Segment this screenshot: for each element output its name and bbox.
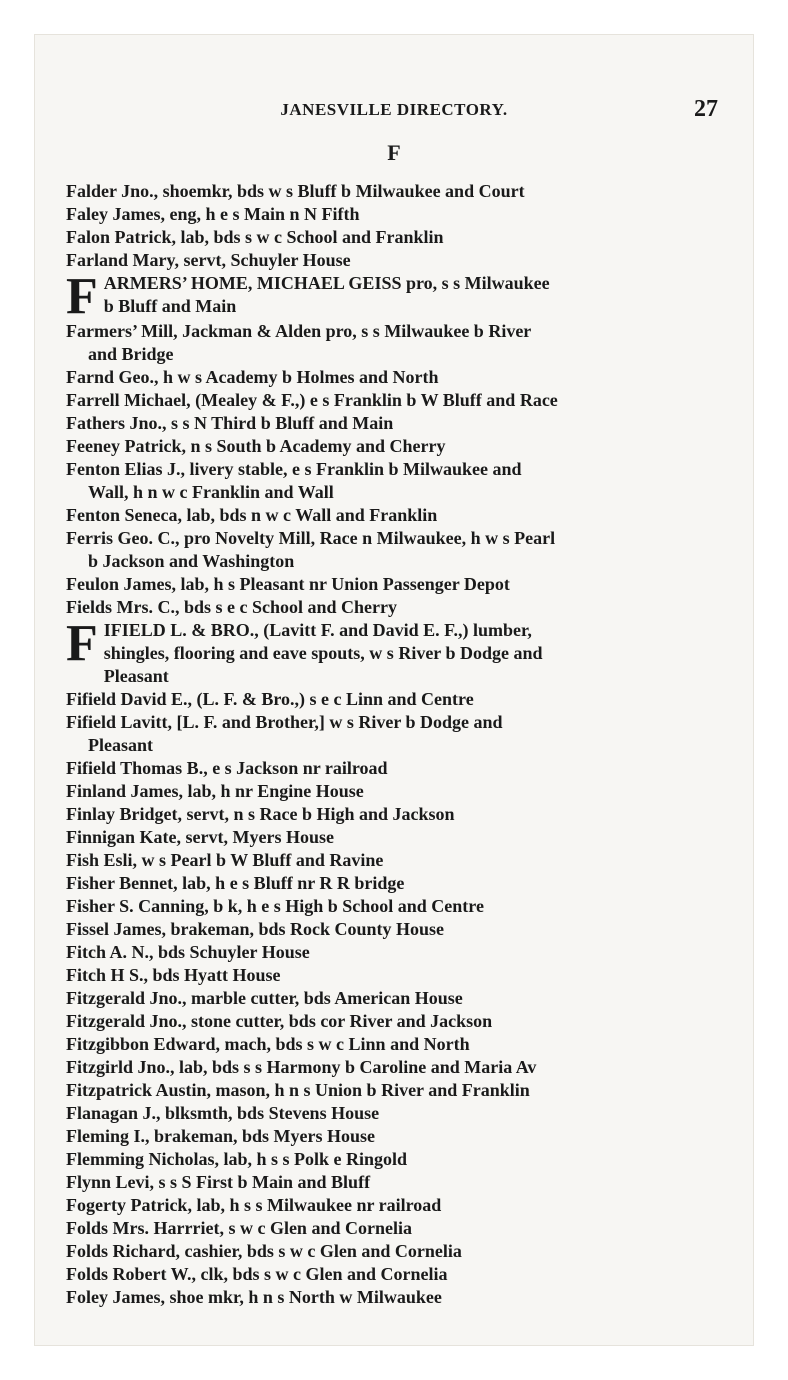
directory-entry bbox=[66, 412, 726, 435]
directory-entry bbox=[66, 615, 726, 688]
directory-entry bbox=[66, 573, 726, 596]
entry-line: Fisher Bennet, lab, h e s Bluff nr R R bridge bbox=[66, 873, 405, 893]
entry-line: Wall, h n w c Franklin and Wall bbox=[88, 482, 334, 502]
directory-entry bbox=[66, 249, 726, 272]
directory-entry bbox=[66, 226, 726, 249]
directory-entry bbox=[66, 872, 726, 895]
directory-entry bbox=[66, 849, 726, 872]
entry-line: Farland Mary, servt, Schuyler House bbox=[66, 250, 351, 270]
directory-entry bbox=[66, 1010, 726, 1033]
directory-entry bbox=[66, 1148, 726, 1171]
entry-line: Fifield David E., (L. F. & Bro.,) s e c Linn and Centre bbox=[66, 689, 474, 709]
entry-line: Falder Jno., shoemkr, bds w s Bluff b Milwaukee and Court bbox=[66, 181, 525, 201]
entry-line: Fitch H S., bds Hyatt House bbox=[66, 965, 281, 985]
entry-line: Fitzgirld Jno., lab, bds s s Harmony b Caroline and Maria Av bbox=[66, 1057, 537, 1077]
entry-line: Folds Robert W., clk, bds s w c Glen and Cornelia bbox=[66, 1264, 448, 1284]
entry-line: ARMERS’ HOME, MICHAEL GEISS pro, s s Milwaukee bbox=[103, 273, 550, 293]
directory-entry bbox=[66, 180, 726, 203]
directory-entry bbox=[66, 918, 726, 941]
entry-line: Fitch A. N., bds Schuyler House bbox=[66, 942, 310, 962]
entry-line: Fitzgerald Jno., marble cutter, bds American House bbox=[66, 988, 463, 1008]
entry-line: Folds Mrs. Harrriet, s w c Glen and Cornelia bbox=[66, 1218, 412, 1238]
entry-line: Farnd Geo., h w s Academy b Holmes and North bbox=[66, 367, 439, 387]
directory-entry bbox=[66, 435, 726, 458]
page-number: 27 bbox=[694, 96, 718, 122]
directory-entry bbox=[66, 458, 726, 504]
entry-line: Feeney Patrick, n s South b Academy and Cherry bbox=[66, 436, 446, 456]
entry-line: Ferris Geo. C., pro Novelty Mill, Race n Milwaukee, h w s Pearl bbox=[66, 528, 556, 548]
directory-entry bbox=[66, 1171, 726, 1194]
entry-line: Fathers Jno., s s N Third b Bluff and Main bbox=[66, 413, 394, 433]
entry-line: Fisher S. Canning, b k, h e s High b School and Centre bbox=[66, 896, 484, 916]
directory-entry bbox=[66, 504, 726, 527]
directory-entry bbox=[66, 366, 726, 389]
directory-entry bbox=[66, 320, 726, 366]
directory-entry bbox=[66, 826, 726, 849]
drop-cap: F bbox=[66, 615, 98, 672]
directory-page bbox=[34, 34, 754, 1346]
entry-line: shingles, flooring and eave spouts, w s River b Dodge and bbox=[103, 643, 543, 663]
entry-line: Finnigan Kate, servt, Myers House bbox=[66, 827, 334, 847]
running-title: JANESVILLE DIRECTORY. bbox=[280, 100, 508, 119]
directory-entry bbox=[66, 757, 726, 780]
directory-entry bbox=[66, 711, 726, 757]
entry-line: Fitzgerald Jno., stone cutter, bds cor River and Jackson bbox=[66, 1011, 493, 1031]
directory-entry bbox=[66, 964, 726, 987]
entry-line: Flanagan J., blksmth, bds Stevens House bbox=[66, 1103, 380, 1123]
entry-line: Farmers’ Mill, Jackman & Alden pro, s s Milwaukee b River bbox=[66, 321, 532, 341]
entry-line: Finlay Bridget, servt, n s Race b High and Jackson bbox=[66, 804, 455, 824]
directory-entry bbox=[66, 203, 726, 226]
page-header bbox=[34, 96, 754, 126]
directory-entry bbox=[66, 688, 726, 711]
entry-line: Fenton Seneca, lab, bds n w c Wall and Franklin bbox=[66, 505, 438, 525]
directory-entry bbox=[66, 1217, 726, 1240]
directory-entry bbox=[66, 1286, 726, 1309]
directory-entry bbox=[66, 1240, 726, 1263]
entry-line: Fifield Lavitt, [L. F. and Brother,] w s River b Dodge and bbox=[66, 712, 503, 732]
entry-line: IFIELD L. & BRO., (Lavitt F. and David E. F.,) lumber, bbox=[103, 620, 532, 640]
drop-cap: F bbox=[66, 268, 98, 325]
directory-entry bbox=[66, 803, 726, 826]
directory-entry bbox=[66, 389, 726, 412]
entry-line: Foley James, shoe mkr, h n s North w Milwaukee bbox=[66, 1287, 442, 1307]
entry-line: Farrell Michael, (Mealey & F.,) e s Franklin b W Bluff and Race bbox=[66, 390, 558, 410]
entry-line: Pleasant bbox=[88, 735, 153, 755]
entry-line: Fields Mrs. C., bds s e c School and Cherry bbox=[66, 597, 398, 617]
directory-entry bbox=[66, 527, 726, 573]
entry-line: b Bluff and Main bbox=[103, 296, 237, 316]
entry-line: Fifield Thomas B., e s Jackson nr railroad bbox=[66, 758, 388, 778]
entry-line: Flemming Nicholas, lab, h s s Polk e Ringold bbox=[66, 1149, 408, 1169]
entry-line: Fitzgibbon Edward, mach, bds s w c Linn and North bbox=[66, 1034, 470, 1054]
directory-entries bbox=[66, 180, 726, 1309]
entry-line: Fish Esli, w s Pearl b W Bluff and Ravine bbox=[66, 850, 384, 870]
entry-line: and Bridge bbox=[88, 344, 174, 364]
directory-entry bbox=[66, 268, 726, 325]
directory-entry bbox=[66, 1056, 726, 1079]
directory-entry bbox=[66, 1194, 726, 1217]
entry-line: Fissel James, brakeman, bds Rock County House bbox=[66, 919, 445, 939]
entry-line: Pleasant bbox=[103, 666, 169, 686]
entry-line: Fenton Elias J., livery stable, e s Franklin b Milwaukee and bbox=[66, 459, 522, 479]
directory-entry bbox=[66, 895, 726, 918]
directory-entry bbox=[66, 596, 726, 619]
entry-line: Fitzpatrick Austin, mason, h n s Union b River and Franklin bbox=[66, 1080, 530, 1100]
directory-entry bbox=[66, 1033, 726, 1056]
entry-line: Flynn Levi, s s S First b Main and Bluff bbox=[66, 1172, 371, 1192]
entry-line: Falon Patrick, lab, bds s w c School and Franklin bbox=[66, 227, 444, 247]
entry-line: Feulon James, lab, h s Pleasant nr Union Passenger Depot bbox=[66, 574, 510, 594]
entry-line: Faley James, eng, h e s Main n N Fifth bbox=[66, 204, 360, 224]
entry-line: Finland James, lab, h nr Engine House bbox=[66, 781, 364, 801]
entry-line: Fleming I., brakeman, bds Myers House bbox=[66, 1126, 376, 1146]
section-letter: F bbox=[387, 140, 401, 165]
directory-entry bbox=[66, 987, 726, 1010]
directory-entry bbox=[66, 941, 726, 964]
directory-entry bbox=[66, 1125, 726, 1148]
entry-line: Fogerty Patrick, lab, h s s Milwaukee nr railroad bbox=[66, 1195, 442, 1215]
directory-entry bbox=[66, 1079, 726, 1102]
entry-line: b Jackson and Washington bbox=[88, 551, 295, 571]
directory-entry bbox=[66, 1263, 726, 1286]
directory-entry bbox=[66, 780, 726, 803]
directory-entry bbox=[66, 1102, 726, 1125]
entry-line: Folds Richard, cashier, bds s w c Glen and Cornelia bbox=[66, 1241, 462, 1261]
